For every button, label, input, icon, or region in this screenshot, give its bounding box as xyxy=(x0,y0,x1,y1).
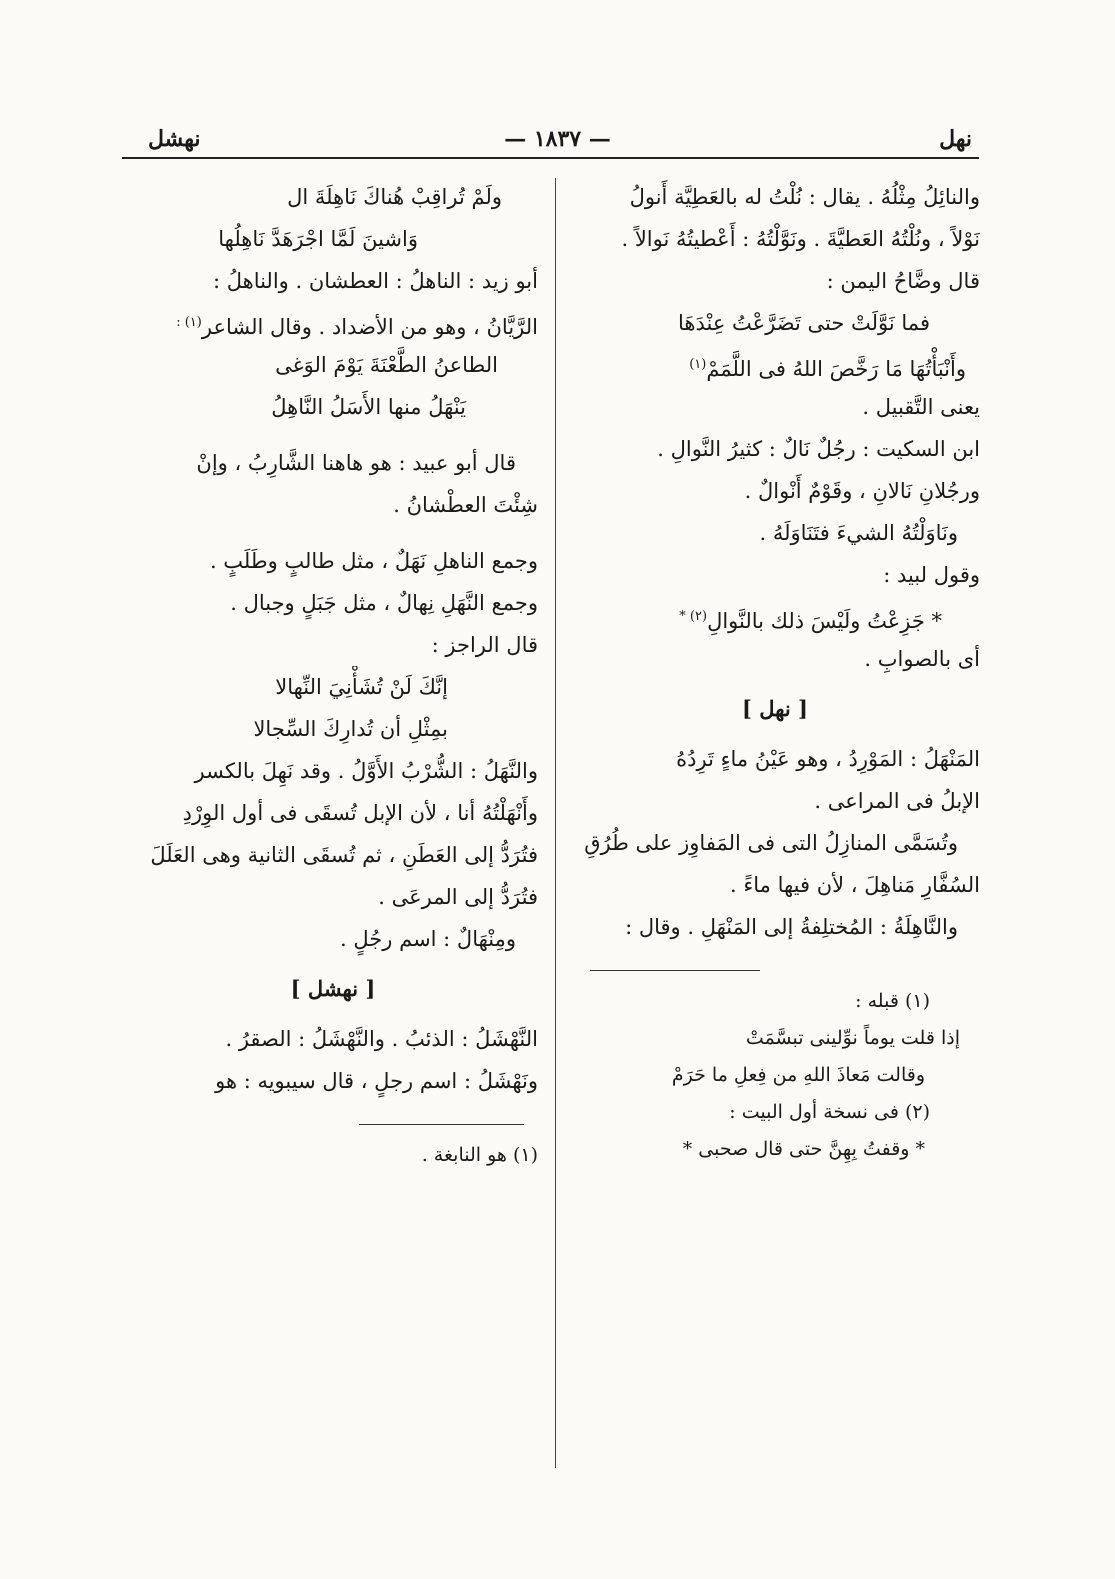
text-line: ومِنْهَالٌ : اسم رجُلٍ . xyxy=(340,927,516,951)
footnotes xyxy=(128,1137,538,1174)
verse-line xyxy=(570,596,980,638)
text-line: شِئْتَ العطْشانُ . xyxy=(393,493,538,517)
verse-text: * جَزِعْتُ ولَيْسَ ذلك بالنَّوالِ xyxy=(707,609,942,633)
left-column xyxy=(128,176,538,1174)
text-segment: الرَّيَّانُ ، وهو من الأضداد . وقال الشاعر xyxy=(201,315,538,339)
footnote-line: (١) قبله : xyxy=(855,990,930,1012)
text-line: وجمع الناهلِ نَهَلٌ ، مثل طالبٍ وطَلَبٍ . xyxy=(209,549,538,573)
verse-text: وأَنْبَأْتُهَا مَا رَخَّصَ اللهُ فى اللَّمَمْ xyxy=(706,357,966,381)
verse-line: بمِثْلِ أن تُدارِكَ السِّجالا xyxy=(253,717,448,741)
spacer xyxy=(128,526,538,540)
verse-line: فما نَوَّلَتْ حتى تَضَرَّعْتُ عِنْدَهَا xyxy=(678,311,930,335)
right-column xyxy=(570,176,980,1168)
text-line: الإبلُ فى المراعى . xyxy=(814,789,980,813)
header-rule xyxy=(122,157,979,159)
text-line: والنَّاهِلَةُ : المُختلِفةُ إلى المَنْهَلِ . وقال : xyxy=(625,915,958,939)
verse-line xyxy=(570,344,980,386)
text-line: قال أبو عبيد : هو هاهنا الشَّارِبُ ، وإنْ xyxy=(196,451,516,475)
footnote-rule xyxy=(590,970,760,971)
header-entry-left: نهشل xyxy=(148,126,201,152)
text-line: ونَاوَلْتُهُ الشيءَ فتَنَاوَلَهُ . xyxy=(759,521,958,545)
text-line: فتُرَدُّ إلى المرعَى . xyxy=(378,885,538,909)
text-line: والنائِلُ مِثْلُهُ . يقال : نُلْتُ له بالعَطِيَّة أَنولُ xyxy=(629,185,980,209)
text-line: وجمع النَّهَلِ نِهالٌ ، مثل جَبَلٍ وجبال . xyxy=(230,591,538,615)
footnote-rule xyxy=(359,1124,524,1125)
text-line: ونَهْشَلُ : اسم رجلٍ ، قال سيبويه : هو xyxy=(215,1069,538,1093)
footnotes xyxy=(570,983,980,1168)
column-divider xyxy=(555,178,556,1468)
spacer xyxy=(128,428,538,442)
text-line: فتُرَدُّ إلى العَطَنِ ، ثم تُسقَى الثانية وهى العَلَلَ xyxy=(150,843,538,867)
footnote-line: (٢) فى نسخة أول البيت : xyxy=(729,1101,930,1123)
text-line: وأَنْهَلْتُهُ أنا ، لأن الإبل تُسقَى فى أول الوِرْدِ xyxy=(182,801,538,825)
footnote-ref: (١) : xyxy=(176,315,202,330)
text-line: يعنى التَّقبيل . xyxy=(862,395,980,419)
text-line: أبو زيد : الناهلُ : العطشان . والناهلُ : xyxy=(212,269,538,293)
text-line: السُفَّارِ مَناهِلَ ، لأن فيها ماءً . xyxy=(730,873,980,897)
text-line: وتُسَمَّى المنازِلُ التى فى المَفاوِز على طُرُقِ xyxy=(584,831,958,855)
text-line: ابن السكيت : رجُلٌ نَالٌ : كثيرُ النَّوالِ . xyxy=(657,437,980,461)
entry-heading: [ نهل ] xyxy=(742,696,808,721)
text-line xyxy=(128,302,538,344)
text-line: نَوْلاً ، ونُلْتُهُ العَطيَّةَ . ونَوَّلْتُهُ : أَعْطيتُهُ نَوالاً . xyxy=(621,227,980,251)
page-number: — ١٨٣٧ — xyxy=(504,126,611,152)
text-line: المَنْهَلُ : المَوْرِدُ ، وهو عَيْنُ ماءٍ تَرِدُهُ xyxy=(676,747,980,771)
text-line: قال الراجز : xyxy=(431,633,538,657)
entry-heading: [ نهشل ] xyxy=(290,976,376,1001)
verse-line: الطاعنُ الطَّعْنَةَ يَوْمَ الوَغى xyxy=(275,353,498,377)
footnote-ref: (١) xyxy=(689,357,707,372)
verse-line: يَنْهَلُ منها الأَسَلُ النَّاهِلُ xyxy=(271,395,466,419)
header-entry-right: نهل xyxy=(939,126,972,152)
page-header xyxy=(0,0,1115,165)
footnote-ref: (٢) * xyxy=(679,609,708,624)
text-line: ورجُلانِ نَالانِ ، وقَوْمٌ أَنْوالٌ . xyxy=(744,479,980,503)
verse-line: إنَّكَ لَنْ تُشَأْنِيَ النِّهالا xyxy=(275,675,448,699)
text-line: أى بالصوابِ . xyxy=(864,647,980,671)
footnote-verse: إذا قلت يوماً نوِّلينى تبسَّمَتْ xyxy=(745,1027,960,1049)
spacer xyxy=(570,948,980,962)
text-line: والنَّهَلُ : الشُّرْبُ الأَوَّلُ . وقد نَهِلَ بالكسر xyxy=(194,759,538,783)
text-line: وقول لبيد : xyxy=(883,563,980,587)
footnote-verse: وقالت مَعاذَ اللهِ من فِعلِ ما حَرَمْ xyxy=(671,1064,925,1086)
footnote-line: (١) هو النابغة . xyxy=(421,1144,538,1166)
footnote-verse: * وقفتُ بِهِنَّ حتى قال صحبى * xyxy=(682,1138,925,1160)
verse-line: ولَمْ تُراقِبْ هُناكَ نَاهِلَةَ ال xyxy=(287,185,502,209)
spacer xyxy=(128,1102,538,1116)
verse-line: وَاشينَ لَمَّا اجْرَهَدَّ نَاهِلُها xyxy=(218,227,418,251)
text-line: قال وضَّاحُ اليمن : xyxy=(826,269,980,293)
text-line: النَّهْشَلُ : الذئبُ . والنَّهْشَلُ : الصقرُ . xyxy=(225,1027,538,1051)
